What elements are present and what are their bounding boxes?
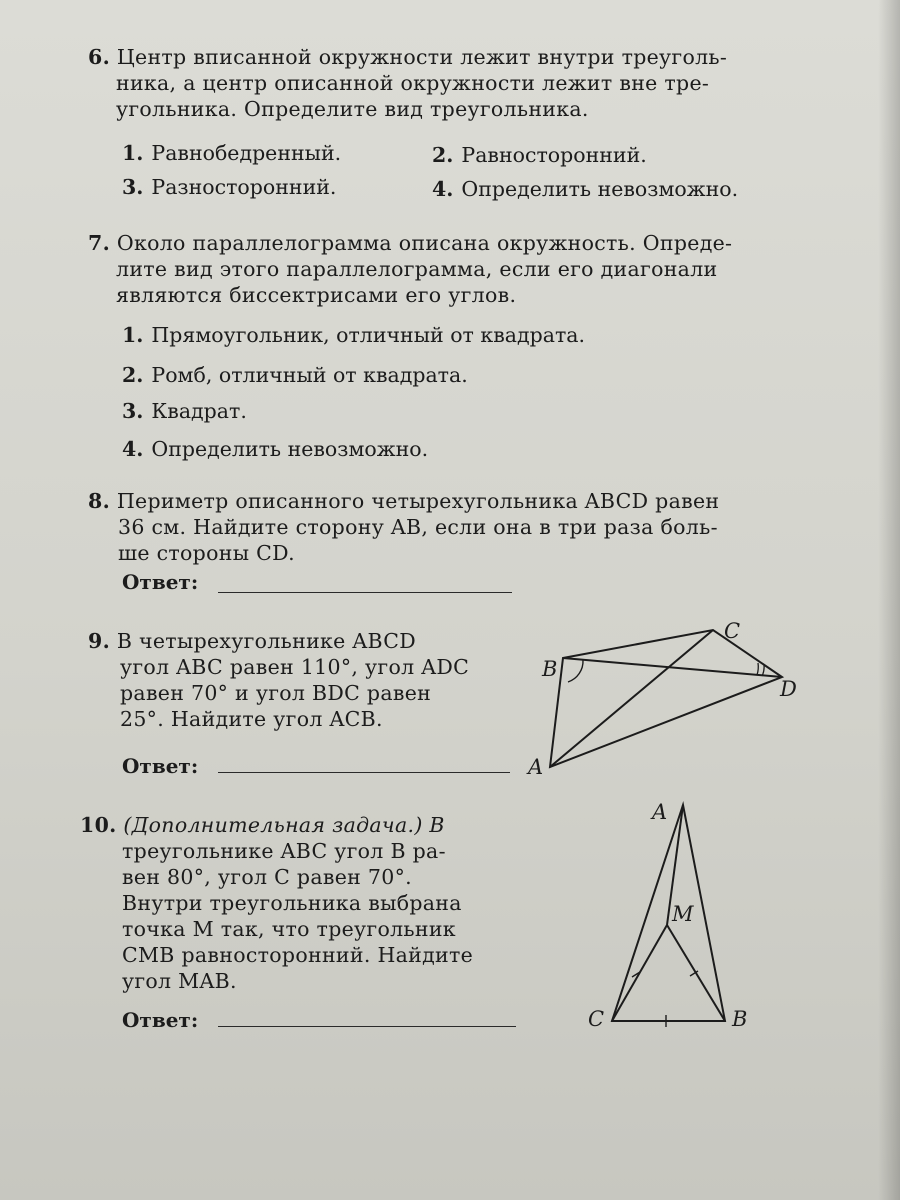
vertex-label-c: C	[724, 619, 741, 643]
answer-label: Ответ:	[122, 754, 199, 778]
question-text-line: 25°. Найдите угол ACB.	[120, 707, 383, 731]
question-text-line: (Дополнительная задача.) В	[123, 813, 445, 837]
vertex-label-a: A	[528, 755, 544, 779]
option-6-3: 3. Разносторонний.	[122, 175, 337, 199]
question-text-line: треугольнике ABC угол B ра-	[122, 839, 446, 863]
question-number: 10.	[80, 813, 117, 837]
question-6	[88, 44, 788, 122]
answer-line[interactable]	[218, 772, 510, 773]
answer-label: Ответ:	[122, 570, 199, 594]
question-number: 6.	[88, 45, 111, 69]
option-7-2: 2. Ромб, отличный от квадрата.	[122, 363, 468, 387]
question-text-line: являются биссектрисами его углов.	[116, 283, 517, 307]
question-text-line: ника, а центр описанной окружности лежит вне тре-	[116, 71, 710, 95]
option-6-4: 4. Определить невозможно.	[432, 177, 739, 201]
question-text-line: В четырехугольнике ABCD	[116, 629, 416, 653]
question-text-line: Внутри треугольника выбрана	[122, 891, 462, 915]
question-text-line: CMB равносторонний. Найдите	[122, 943, 474, 967]
angle-d-arc-1	[762, 665, 764, 676]
option-6-2: 2. Равносторонний.	[432, 143, 647, 167]
question-text-line: лите вид этого параллелограмма, если его диагонали	[116, 257, 718, 281]
question-9	[88, 628, 518, 732]
vertex-label-b: B	[732, 1007, 748, 1031]
question-text-line: вен 80°, угол C равен 70°.	[122, 865, 412, 889]
question-number: 8.	[88, 489, 111, 513]
question-8	[88, 488, 808, 566]
question-text-line: равен 70° и угол BDC равен	[120, 681, 432, 705]
answer-line[interactable]	[218, 592, 512, 593]
answer-line[interactable]	[218, 1026, 516, 1027]
option-6-1: 1. Равнобедренный.	[122, 141, 342, 165]
answer-label: Ответ:	[122, 1008, 199, 1032]
question-text-line: угольника. Определите вид треугольника.	[116, 97, 589, 121]
quadrilateral-abcd-figure	[520, 610, 810, 790]
question-text-line: ше стороны CD.	[118, 541, 295, 565]
option-7-3: 3. Квадрат.	[122, 399, 247, 423]
page-fold-shadow	[878, 0, 900, 1200]
point-label-m: M	[672, 902, 694, 926]
question-text-line: угол ABC равен 110°, угол ADC	[120, 655, 470, 679]
diagonal-ac	[550, 630, 713, 767]
angle-abc-arc	[568, 660, 583, 682]
triangle-abc-figure	[580, 790, 780, 1040]
question-text-line: угол MAB.	[122, 969, 237, 993]
option-7-4: 4. Определить невозможно.	[122, 437, 429, 461]
vertex-label-d: D	[780, 677, 797, 701]
question-text-line: Около параллелограмма описана окружность. Опреде-	[116, 231, 733, 255]
question-text-line: Центр вписанной окружности лежит внутри треуголь-	[116, 45, 728, 69]
angle-d-arc-2	[757, 663, 758, 675]
vertex-label-b: B	[542, 657, 558, 681]
option-7-1: 1. Прямоугольник, отличный от квадрата.	[122, 323, 586, 347]
question-10	[80, 812, 530, 994]
question-text-line: точка M так, что треугольник	[122, 917, 456, 941]
vertex-label-c: C	[588, 1007, 605, 1031]
question-7	[88, 230, 788, 308]
diagonal-bd	[563, 658, 782, 677]
quadrilateral-sides	[550, 630, 782, 767]
question-number: 7.	[88, 231, 111, 255]
question-text-line: Периметр описанного четырехугольника ABCD равен	[116, 489, 720, 513]
question-text-line: 36 см. Найдите сторону AB, если она в три раза боль-	[118, 515, 718, 539]
vertex-label-a: A	[652, 800, 668, 824]
question-number: 9.	[88, 629, 111, 653]
